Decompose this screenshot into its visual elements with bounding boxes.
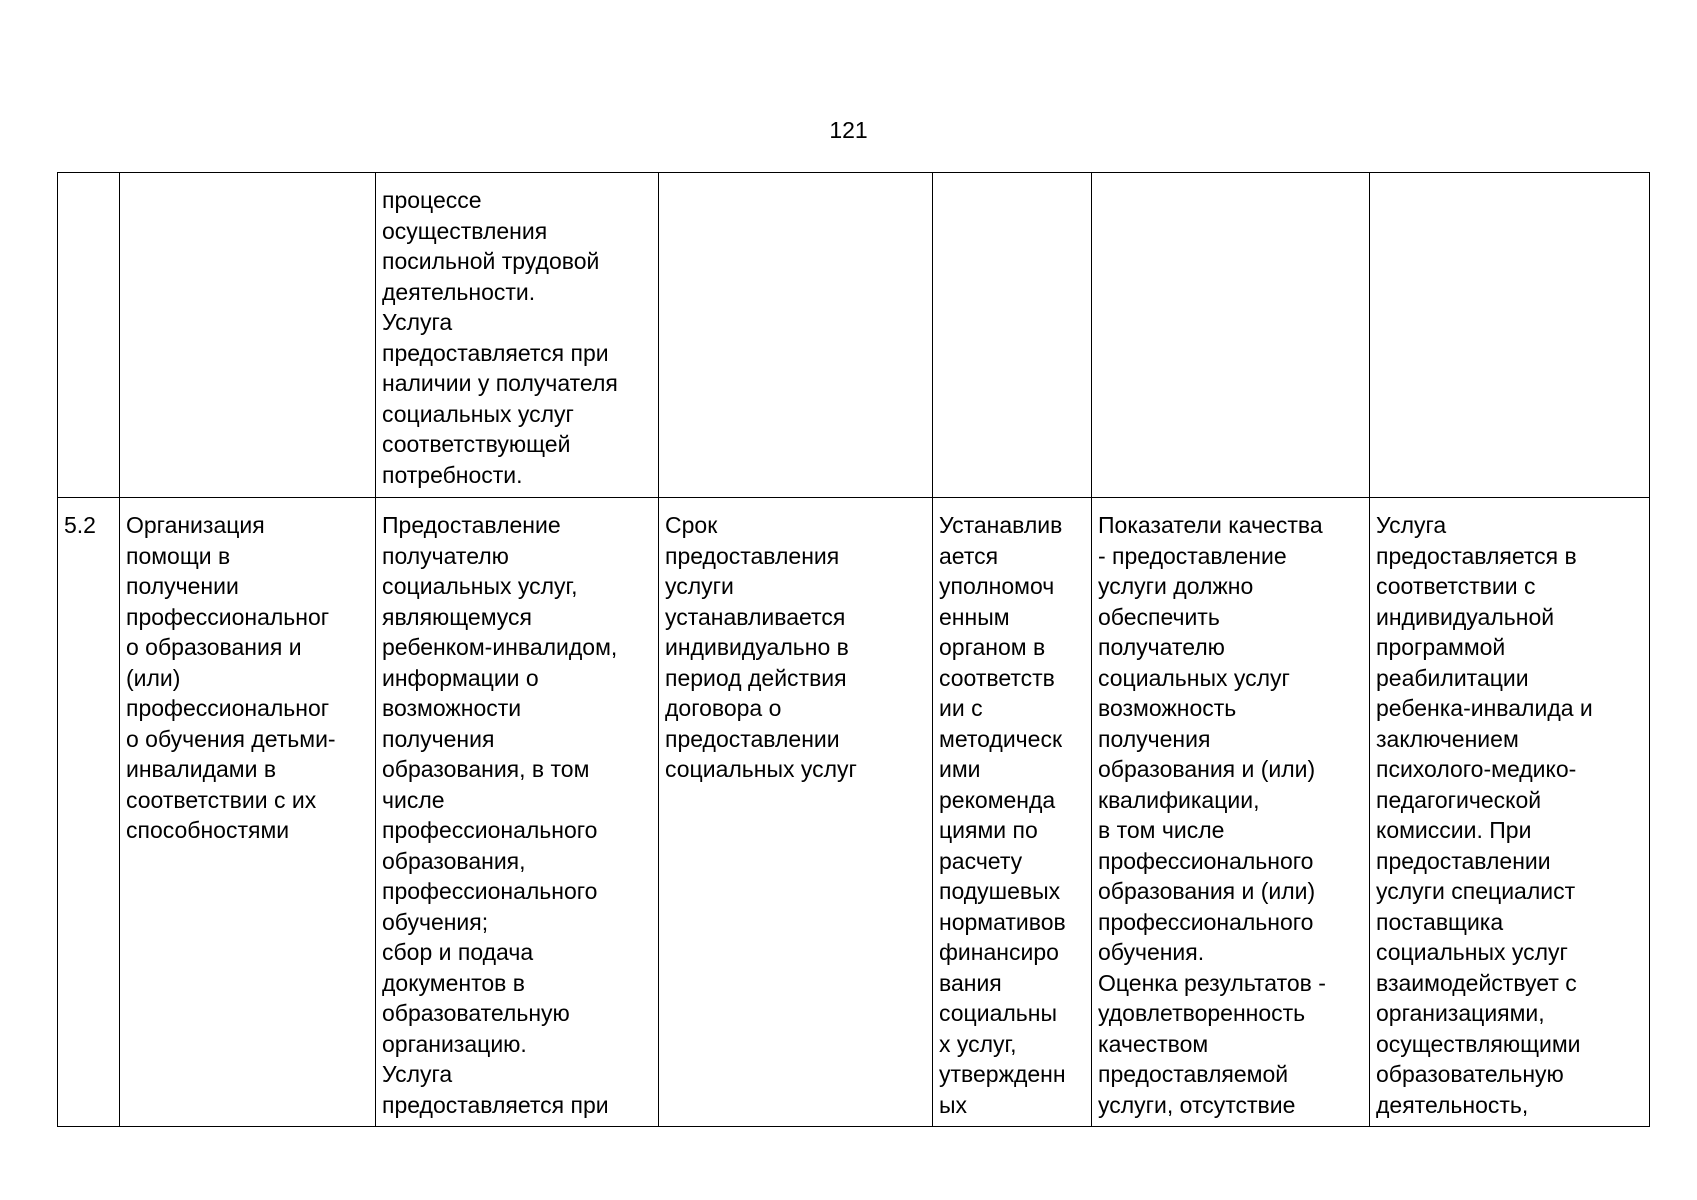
service-content-cell: процессе осуществления посильной трудовой деятельности. Услуга предоставляется при наличии у получателя социальных услуг соответствующей потребности. bbox=[376, 173, 659, 498]
service-term-cell bbox=[659, 173, 933, 498]
service-content-cell: Предоставление получателю социальных услуг, являющемуся ребенком-инвалидом, информации о возможности получения образования, в том числе профессионального образования, профессионального обучения; сбор и подача документов в образовательную организацию. Услуга предоставляется при bbox=[376, 498, 659, 1127]
services-table bbox=[57, 172, 1650, 1127]
row-number-cell: 5.2 bbox=[58, 498, 120, 1127]
row-number-cell bbox=[58, 173, 120, 498]
service-norm-cell bbox=[933, 173, 1092, 498]
service-quality-cell bbox=[1092, 173, 1370, 498]
service-name-cell: Организация помощи в получении профессиональног о образования и (или) профессиональног о обучения детьми- инвалидами в соответствии с их способностями bbox=[120, 498, 376, 1127]
table-row bbox=[58, 173, 1650, 498]
service-term-cell: Срок предоставления услуги устанавливается индивидуально в период действия договора о предоставлении социальных услуг bbox=[659, 498, 933, 1127]
service-conditions-cell: Услуга предоставляется в соответствии с индивидуальной программой реабилитации ребенка-инвалида и заключением психолого-медико- педагогической комиссии. При предоставлении услуги специалист поставщика социальных услуг взаимодействует с организациями, осуществляющими образовательную деятельность, bbox=[1370, 498, 1650, 1127]
page-number: 121 bbox=[829, 117, 868, 143]
service-name-cell bbox=[120, 173, 376, 498]
service-conditions-cell bbox=[1370, 173, 1650, 498]
service-quality-cell: Показатели качества - предоставление услуги должно обеспечить получателю социальных услуг возможность получения образования и (или) квалификации, в том числе профессионального образования и (или) профессионального обучения. Оценка результатов - удовлетворенность качеством предоставляемой услуги, отсутствие bbox=[1092, 498, 1370, 1127]
service-norm-cell: Устанавлив ается уполномоч енным органом в соответств ии с методическ ими рекоменда циями по расчету подушевых нормативов финансиро вания социальны х услуг, утвержденн ых bbox=[933, 498, 1092, 1127]
table-row bbox=[58, 498, 1650, 1127]
